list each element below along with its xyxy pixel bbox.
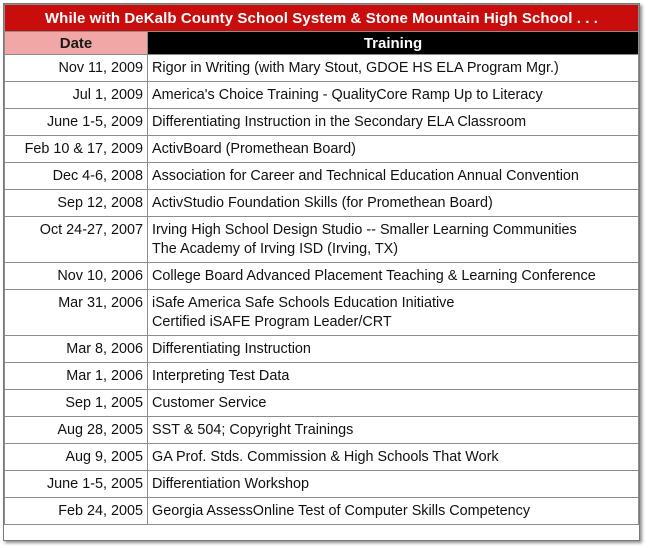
row-training: Georgia AssessOnline Test of Computer Skills Competency xyxy=(148,498,639,525)
training-table-frame xyxy=(3,3,640,541)
row-training: America's Choice Training - QualityCore Ramp Up to Literacy xyxy=(148,82,639,109)
row-training: Customer Service xyxy=(148,390,639,417)
row-training: Differentiating Instruction xyxy=(148,336,639,363)
row-date: Jul 1, 2009 xyxy=(5,82,148,109)
row-date: Feb 24, 2005 xyxy=(5,498,148,525)
row-date: Nov 11, 2009 xyxy=(5,55,148,82)
table-title: While with DeKalb County School System & Stone Mountain High School . . . xyxy=(5,5,639,32)
row-training-line1: Irving High School Design Studio -- Smaller Learning Communities xyxy=(152,222,577,238)
table-row xyxy=(5,136,639,163)
row-training xyxy=(148,290,639,336)
row-training: ActivStudio Foundation Skills (for Promethean Board) xyxy=(148,190,639,217)
table-row xyxy=(5,290,639,336)
row-training: Association for Career and Technical Education Annual Convention xyxy=(148,163,639,190)
header-row xyxy=(5,32,639,55)
title-row xyxy=(5,5,639,32)
table-row xyxy=(5,363,639,390)
table-row xyxy=(5,217,639,263)
row-date: Sep 1, 2005 xyxy=(5,390,148,417)
row-training-line1: iSafe America Safe Schools Education Initiative xyxy=(152,295,455,311)
row-training-line2: Certified iSAFE Program Leader/CRT xyxy=(152,314,392,330)
row-training: GA Prof. Stds. Commission & High Schools That Work xyxy=(148,444,639,471)
row-training: Interpreting Test Data xyxy=(148,363,639,390)
table-row xyxy=(5,498,639,525)
table-row xyxy=(5,417,639,444)
row-date: Mar 1, 2006 xyxy=(5,363,148,390)
table-row xyxy=(5,82,639,109)
table-row xyxy=(5,471,639,498)
row-training xyxy=(148,217,639,263)
row-date: Oct 24-27, 2007 xyxy=(5,217,148,263)
table-row xyxy=(5,163,639,190)
row-date: Aug 9, 2005 xyxy=(5,444,148,471)
row-date: Mar 31, 2006 xyxy=(5,290,148,336)
row-date: Aug 28, 2005 xyxy=(5,417,148,444)
row-training-line2: The Academy of Irving ISD (Irving, TX) xyxy=(152,241,399,257)
table-row xyxy=(5,444,639,471)
row-date: Sep 12, 2008 xyxy=(5,190,148,217)
row-training: College Board Advanced Placement Teaching & Learning Conference xyxy=(148,263,639,290)
row-date: June 1-5, 2005 xyxy=(5,471,148,498)
row-date: Dec 4-6, 2008 xyxy=(5,163,148,190)
row-date: Mar 8, 2006 xyxy=(5,336,148,363)
table-row xyxy=(5,390,639,417)
table-row xyxy=(5,55,639,82)
row-training: SST & 504; Copyright Trainings xyxy=(148,417,639,444)
table-row xyxy=(5,190,639,217)
row-training: Differentiating Instruction in the Secondary ELA Classroom xyxy=(148,109,639,136)
date-column-header: Date xyxy=(5,32,148,55)
table-row xyxy=(5,109,639,136)
training-table xyxy=(4,4,639,525)
row-training: ActivBoard (Promethean Board) xyxy=(148,136,639,163)
row-date: Feb 10 & 17, 2009 xyxy=(5,136,148,163)
row-training: Rigor in Writing (with Mary Stout, GDOE HS ELA Program Mgr.) xyxy=(148,55,639,82)
table-row xyxy=(5,336,639,363)
training-column-header: Training xyxy=(148,32,639,55)
row-date: Nov 10, 2006 xyxy=(5,263,148,290)
table-row xyxy=(5,263,639,290)
row-date: June 1-5, 2009 xyxy=(5,109,148,136)
row-training: Differentiation Workshop xyxy=(148,471,639,498)
